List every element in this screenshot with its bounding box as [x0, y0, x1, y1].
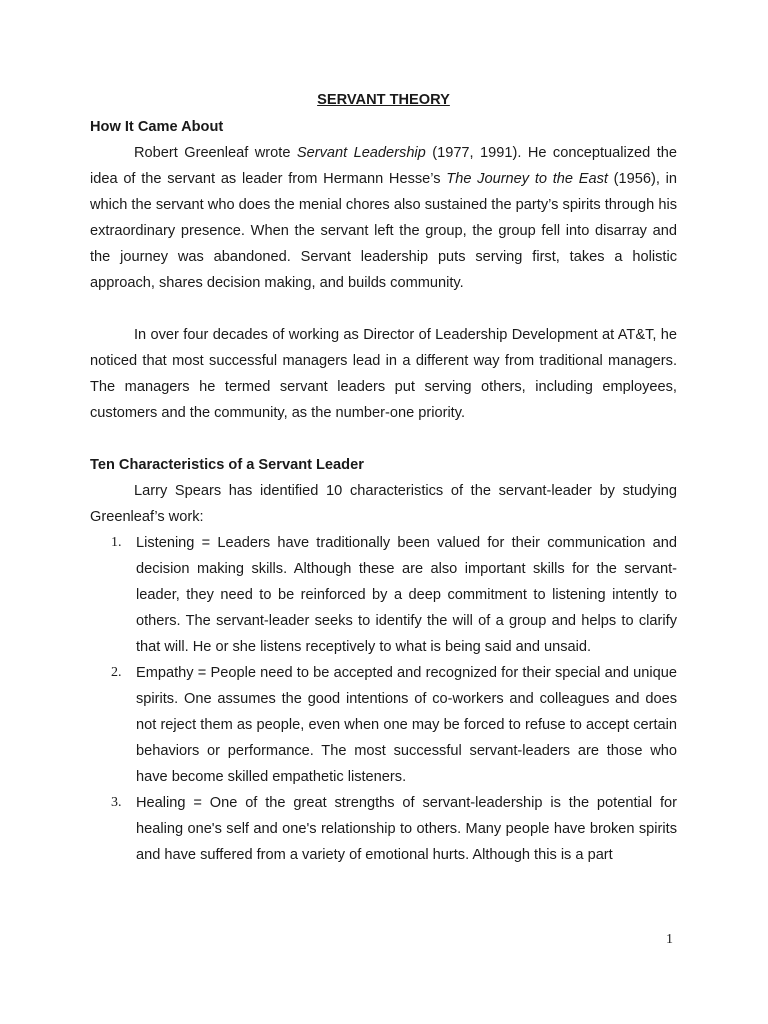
list-number: 1.: [111, 535, 122, 550]
list-item-text: Listening = Leaders have traditionally been valued for their communication and decision making skills. Although these are also important skills for the servant-leader, they need to be reinforced by a deep commitment to listening intently to others. The servant-leader seeks to identify the will of a group and helps to clarify that will. He or she listens receptively to what is being said and unsaid.: [136, 535, 677, 655]
characteristics-list: [90, 530, 677, 868]
paragraph-text: (1977, 1991). He conceptualized the idea of the servant as leader from Hermann Hesse’s: [90, 145, 677, 187]
page-number: 1: [666, 932, 673, 947]
paragraph-spears-intro: Larry Spears has identified 10 characteristics of the servant-leader by studying Greenleaf’s work:: [90, 483, 677, 525]
paragraph-text: (1956), in which the servant who does the menial chores also sustained the party’s spirits through his extraordinary presence. When the servant left the group, the group fell into disarray and the journey was abandoned. Servant leadership puts serving first, takes a holistic approach, shares decision making, and builds community.: [90, 171, 677, 291]
document-title: SERVANT THEORY: [317, 92, 450, 108]
paragraph-text: Robert Greenleaf wrote: [134, 145, 297, 161]
section-heading-origin: How It Came About: [90, 119, 224, 135]
list-item-text: Healing = One of the great strengths of servant-leadership is the potential for healing one's self and one's relationship to others. Many people have broken spirits and have suffered from a variety of emotional hurts. Although this is a part: [136, 795, 677, 863]
list-number: 2.: [111, 665, 122, 680]
paragraph-spacer: [90, 296, 677, 322]
list-item-empathy: [90, 660, 677, 790]
book-title-servant-leadership: Servant Leadership: [296, 145, 426, 161]
book-title-journey-to-the-east: The Journey to the East: [446, 171, 608, 187]
paragraph-greenleaf: [90, 140, 677, 296]
paragraph-att: In over four decades of working as Director of Leadership Development at AT&T, he noticed that most successful managers lead in a different way from traditional managers. The managers he termed servant leaders put serving others, including employees, customers and the community, as the number-one priority.: [90, 327, 677, 421]
section-heading-characteristics: Ten Characteristics of a Servant Leader: [90, 457, 364, 473]
paragraph-spacer: [90, 426, 677, 452]
list-item-listening: [90, 530, 677, 660]
document-page: [90, 90, 677, 868]
list-item-healing: [90, 790, 677, 868]
list-number: 3.: [111, 795, 122, 810]
list-item-text: Empathy = People need to be accepted and recognized for their special and unique spirits. One assumes the good intentions of co-workers and colleagues and does not reject them as people, even when one may be forced to refuse to accept certain behaviors or performance. The most successful servant-leaders are those who have become skilled empathetic listeners.: [136, 665, 677, 785]
